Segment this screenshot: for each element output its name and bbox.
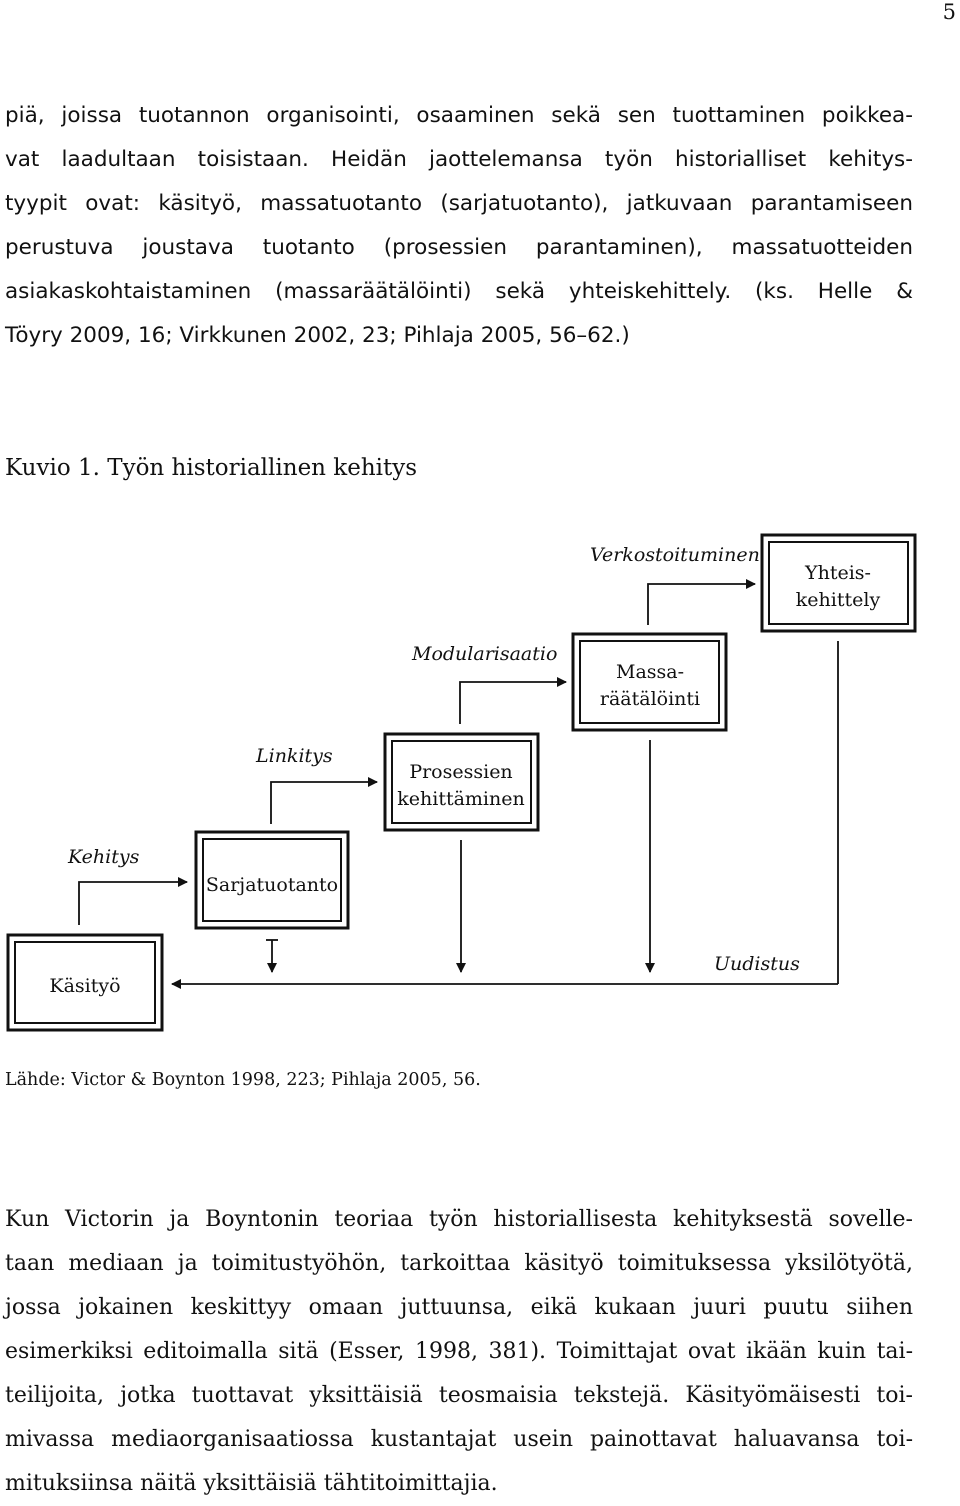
paragraph-line: teilijoita, jotka tuottavat yksittäisiä teosmaisia tekstejä. Käsityömäisesti toi- [5, 1383, 913, 1408]
box-massa-label-1: Massa- [615, 661, 685, 683]
box-yhteis-label-1: Yhteis- [805, 562, 871, 584]
box-sarjatuotanto [196, 832, 348, 928]
page-number: 5 [942, 0, 956, 24]
paragraph-line: taan mediaan ja toimitustyöhön, tarkoittaa käsityö toimituksessa yksilötyötä, [5, 1251, 913, 1276]
box-prosessien-label-2: kehittäminen [397, 788, 525, 810]
label-verkostoituminen: Verkostoituminen [590, 544, 760, 566]
paragraph-line: perustuva joustava tuotanto (prosessien parantaminen), massatuotteiden [5, 235, 913, 260]
arrow-linkitys [271, 782, 377, 824]
paragraph-line: mivassa mediaorganisaatiossa kustantajat usein painottavat haluavansa toi- [5, 1427, 913, 1452]
box-yhteiskehittely [762, 535, 915, 631]
box-kasityo [8, 935, 162, 1030]
paragraph-line: mituksiinsa näitä yksittäisiä tähtitoimittajia. [5, 1471, 498, 1496]
paragraph-line: Töyry 2009, 16; Virkkunen 2002, 23; Pihlaja 2005, 56–62.) [5, 323, 630, 348]
arrow-modularisaatio [460, 682, 566, 724]
paragraph-line: esimerkiksi editoimalla sitä (Esser, 1998, 381). Toimittajat ovat ikään kuin tai- [5, 1339, 913, 1364]
arrow-verkostoituminen [648, 584, 755, 625]
arrow-kehitys [79, 882, 187, 925]
diagram-work-history [0, 520, 960, 1040]
paragraph-line: vat laadultaan toisistaan. Heidän jaottelemansa työn historialliset kehitys- [5, 147, 913, 172]
paragraph-line: piä, joissa tuotannon organisointi, osaaminen sekä sen tuottaminen poikkea- [5, 103, 913, 128]
label-uudistus: Uudistus [714, 953, 800, 975]
box-prosessien-label-1: Prosessien [409, 761, 513, 783]
figure-source: Lähde: Victor & Boynton 1998, 223; Pihlaja 2005, 56. [5, 1070, 481, 1090]
box-yhteis-label-2: kehittely [795, 589, 881, 611]
arrow-down-sarjatuotanto [266, 940, 278, 972]
paragraph-intro [5, 94, 913, 358]
label-kehitys: Kehitys [68, 846, 140, 868]
paragraph-line: tyypit ovat: käsityö, massatuotanto (sarjatuotanto), jatkuvaan parantamiseen [5, 191, 913, 216]
paragraph-body [5, 1198, 913, 1506]
paragraph-line: asiakaskohtaistaminen (massaräätälöinti) sekä yhteiskehittely. (ks. Helle & [5, 279, 913, 304]
paragraph-line: Kun Victorin ja Boyntonin teoriaa työn historiallisesta kehityksestä sovelle- [5, 1207, 913, 1232]
box-sarjatuotanto-label: Sarjatuotanto [205, 874, 339, 896]
box-massa-label-2: räätälöinti [599, 688, 701, 710]
figure-caption: Kuvio 1. Työn historiallinen kehitys [5, 455, 418, 481]
box-kasityo-label: Käsityö [49, 975, 121, 997]
label-modularisaatio: Modularisaatio [412, 643, 558, 665]
box-prosessien [385, 734, 538, 830]
box-massaraatalointi [573, 634, 726, 730]
label-linkitys: Linkitys [256, 745, 333, 767]
paragraph-line: jossa jokainen keskittyy omaan juttuunsa, eikä kukaan juuri puutu siihen [5, 1295, 913, 1320]
